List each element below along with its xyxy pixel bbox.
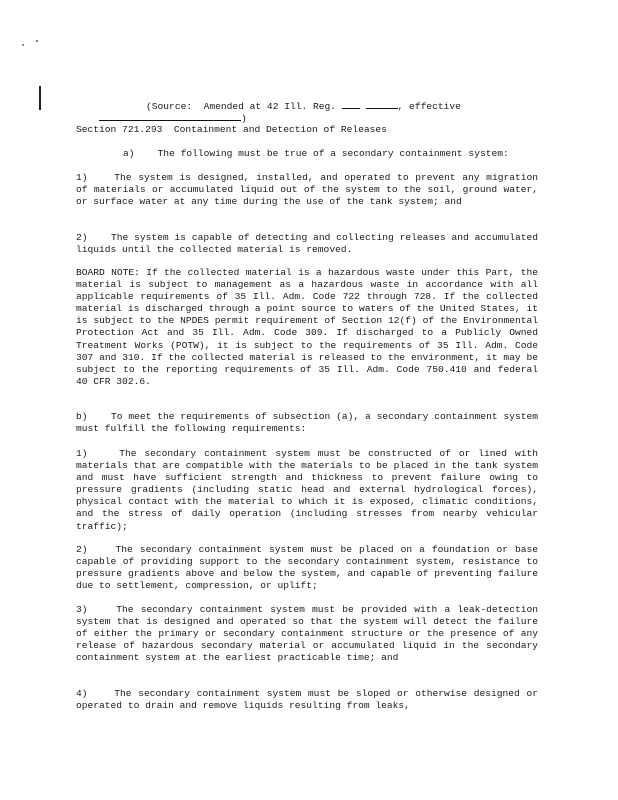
item-number: 2) [76,232,88,243]
subsection-a-item-2 [76,232,538,256]
board-note [76,267,538,388]
item-number: 1) [76,172,88,183]
change-bar [39,86,41,110]
source-note-suffix: ) [241,113,247,125]
item-text: The secondary containment system must be constructed of or lined with materials that are compatible with the materials to be placed in the tank system and must have sufficient strength and thickness to prevent failure owing to pressure gradients (including static head and external hydrological forces), physical contact with the material to which it is exposed, climatic conditions, and the stress of daily operation (including stresses from nearby vehicular traffic); [76,448,539,532]
item-text: The secondary containment system must be provided with a leak-detection system that is designed and operated so that the system will detect the failure of either the primary or secondary containment structure or the presence of any release of hazardous secondary material or accumulated liquid in the secondary containment system at the earliest practicable time; and [76,604,538,664]
subsection-b-item-4 [76,688,538,712]
source-note-middle: , effective [397,101,461,113]
subsection-b-intro [76,411,538,435]
item-text: The system is designed, installed, and operated to prevent any migration of materials or accumulated liquid out of the system to the soil, ground water, or surface water at any time during the use of the tank system; and [76,172,538,208]
item-text: The secondary containment system must be placed on a foundation or base capable of providing support to the secondary containment system, resistance to pressure gradients above and below the system, and capable of preventing failure due to settlement, compression, or uplift; [76,544,538,592]
subsection-b-item-3 [76,604,538,664]
section-heading: Section 721.293 Containment and Detection of Releases [76,124,387,135]
effective-date-blank [99,111,241,121]
item-number: 1) [76,448,88,459]
item-number: 3) [76,604,88,615]
reg-page-blank [366,99,398,109]
item-text: The secondary containment system must be sloped or otherwise designed or operated to drain and remove liquids resulting from leaks, [76,688,538,712]
subsection-b-number: b) [76,411,88,422]
item-number: 2) [76,544,88,555]
source-note-prefix: (Source: Amended at 42 Ill. Reg. [146,101,342,113]
subsection-b-text: To meet the requirements of subsection (a), a secondary containment system must fulfill the following requirements: [76,411,538,435]
scan-speck [36,40,38,42]
item-number: 4) [76,688,88,699]
subsection-b-item-1 [76,448,538,533]
board-note-text: BOARD NOTE: If the collected material is a hazardous waste under this Part, the material is subject to management as a hazardous waste in accordance with all applicable requirements of 35 Ill. Adm. Code 722 through 728. If the collected material is discharged through a point source to waters of the United States, it is subject to the NPDES permit requirement of Section 12(f) of the Environmental Protection Act and 35 Ill. Adm. Code 309. If discharged to a Publicly Owned Treatment Works (POTW), it is subject to the requirements of 35 Ill. Adm. Code 307 and 310. If the collected material is released to the environment, it may be subject to the reporting requirements of 35 Ill. Adm. Code 750.410 and federal 40 CFR 302.6. [76,267,538,387]
subsection-a-intro: a) The following must be true of a secondary containment system: [123,148,509,159]
subsection-b-item-2 [76,544,538,592]
item-text: The system is capable of detecting and collecting releases and accumulated liquids until the collected material is removed. [76,232,538,256]
scan-speck [22,44,24,46]
reg-volume-blank [342,99,360,109]
subsection-a-item-1 [76,172,538,208]
